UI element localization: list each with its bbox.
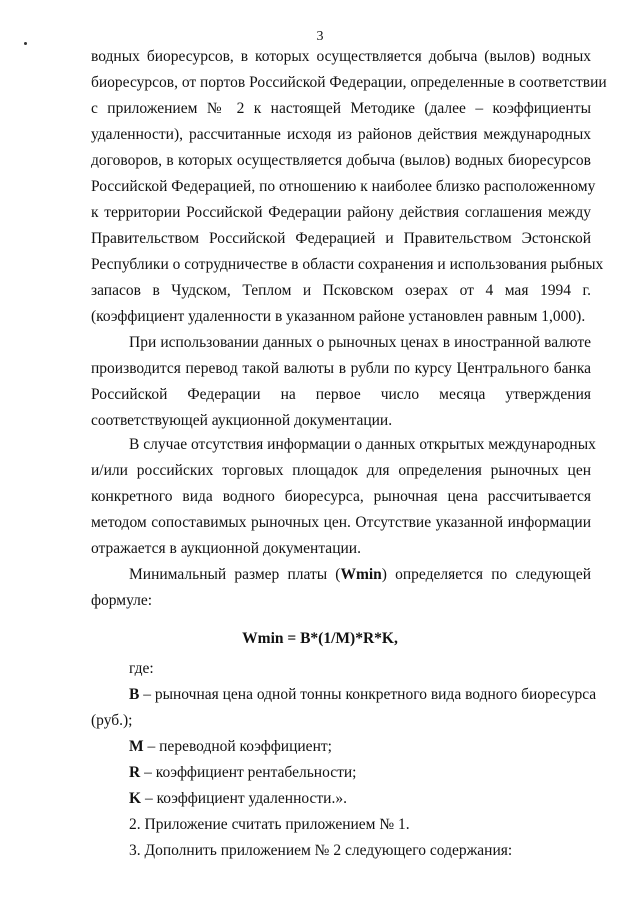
text-line: При использовании данных о рыночных ценах в иностранной валюте [129,334,591,351]
definition-r: R – коэффициент рентабельности; [129,764,357,781]
definition-b-cont: (руб.); [91,712,133,729]
definitions [91,656,597,864]
paragraph-missing-info [91,432,596,562]
text-line: соответствующей аукционной документации. [91,412,393,429]
definition-b: B – рыночная цена одной тонны конкретного вида водного биоресурса [129,686,597,703]
text-line: Республики о сотрудничестве в области сохранения и использования рыбных [91,256,604,273]
where-label: где: [129,660,154,677]
text-line: к территории Российской Федерации району действия соглашения между [91,204,591,221]
paragraph-foreign-currency [91,330,591,434]
text-line: удаленности), рассчитанные исходя из районов действия международных [91,126,591,143]
text-line: договоров, в которых осуществляется добыча (вылов) водных биоресурсов [91,152,591,169]
text-line: запасов в Чудском, Теплом и Псковском озерах от 4 мая 1994 г. [91,282,591,299]
text-line: и/или российских торговых площадок для определения рыночных цен [91,462,591,479]
paragraph-min-payment [91,562,591,614]
text-line: Правительством Российской Федерацией и Правительством Эстонской [91,230,591,247]
text-line: с приложением № 2 к настоящей Методике (далее – коэффициенты [91,100,591,117]
definition-m: M – переводной коэффициент; [129,738,332,755]
text-line: В случае отсутствия информации о данных открытых международных [129,436,596,453]
page-number: 3 [316,29,324,44]
wmin-symbol: Wmin [340,566,382,583]
text-line: формуле: [91,592,153,609]
text-line: производится перевод такой валюты в рубли по курсу Центрального банка [91,360,591,377]
paragraph-distance-coefficients [91,44,607,330]
item-2: 2. Приложение считать приложением № 1. [129,816,410,833]
text-line: (коэффициент удаленности в указанном районе установлен равным 1,000). [91,308,586,325]
definition-k: K – коэффициент удаленности.». [129,790,347,807]
text-line: методом сопоставимых рыночных цен. Отсутствие указанной информации [91,514,591,531]
text-line: водных биоресурсов, в которых осуществляется добыча (вылов) водных [91,48,591,65]
text-line: биоресурсов, от портов Российской Федерации, определенные в соответствии [91,74,607,91]
item-3: 3. Дополнить приложением № 2 следующего содержания: [129,842,513,859]
text-line: Российской Федерации на первое число месяца утверждения [91,386,591,403]
text-line: конкретного вида водного биоресурса, рыночная цена рассчитывается [91,488,591,505]
text-line: отражается в аукционной документации. [91,540,361,557]
text-line: Российской Федерацией, по отношению к наиболее близко расположенному [91,178,596,195]
formula: Wmin = B*(1/M)*R*K, [242,630,398,647]
text-line: Минимальный размер платы (Wmin) определяется по следующей [129,566,591,583]
